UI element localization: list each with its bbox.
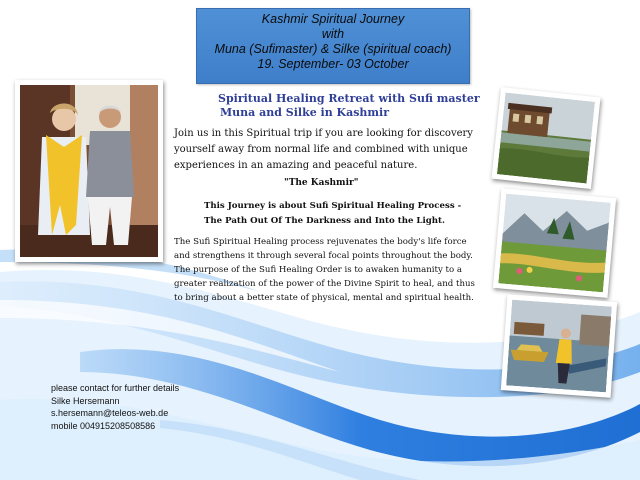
intro-line-1: Join us in this Spiritual trip if you are looking for discovery	[174, 128, 473, 139]
intro-paragraph	[174, 126, 504, 174]
boats-photo	[501, 294, 617, 397]
healing-paragraph	[174, 235, 514, 305]
intro-line-3: experiences in an amazing and peaceful nature.	[174, 160, 418, 171]
banner-with: with	[321, 27, 345, 41]
kashmir-heading: "The Kashmir"	[284, 178, 359, 188]
body-line-5: to bring about a better state of physical, mental and spiritual health.	[174, 293, 474, 303]
intro-line-2: yourself away from normal life and combined with unique	[174, 144, 468, 155]
retreat-heading	[218, 92, 478, 120]
mountain-garden-photo	[493, 188, 616, 298]
body-line-3: The purpose of the Sufi Healing Order is to awaken humanity to a	[174, 265, 463, 275]
journey-heading	[204, 199, 461, 229]
title-banner	[196, 8, 470, 84]
banner-title: Kashmir Spiritual Journey	[261, 12, 405, 26]
contact-block	[51, 382, 179, 432]
body-line-1: The Sufi Spiritual Healing process rejuvenates the body's life force	[174, 237, 467, 247]
houseboat-illustration	[497, 93, 595, 184]
retreat-line-1: Spiritual Healing Retreat with Sufi master	[218, 92, 480, 105]
contact-intro: please contact for further details	[51, 383, 180, 393]
portrait-illustration	[20, 85, 158, 257]
journey-line-1: This Journey is about Sufi Spiritual Healing Process -	[204, 201, 462, 211]
contact-name: Silke Hersemann	[51, 395, 120, 406]
journey-line-2: The Path Out Of The Darkness and Into the Light.	[204, 216, 445, 226]
contact-mobile: mobile 004915208508586	[51, 420, 156, 431]
mountain-illustration	[498, 194, 610, 293]
boats-illustration	[506, 300, 612, 393]
banner-hosts: Muna (Sufimaster) & Silke (spiritual coach)	[214, 42, 452, 56]
portrait-photo	[15, 80, 163, 262]
houseboat-photo	[491, 87, 600, 189]
contact-email[interactable]: s.hersemann@teleos-web.de	[51, 408, 169, 418]
retreat-line-2: Muna and Silke in Kashmir	[220, 106, 390, 119]
body-line-4: greater realization of the power of the Divine Spirit to heal, and thus	[174, 279, 475, 289]
body-line-2: and strengthens it through several focal points throughout the body.	[174, 251, 473, 261]
banner-dates: 19. September- 03 October	[257, 57, 409, 71]
